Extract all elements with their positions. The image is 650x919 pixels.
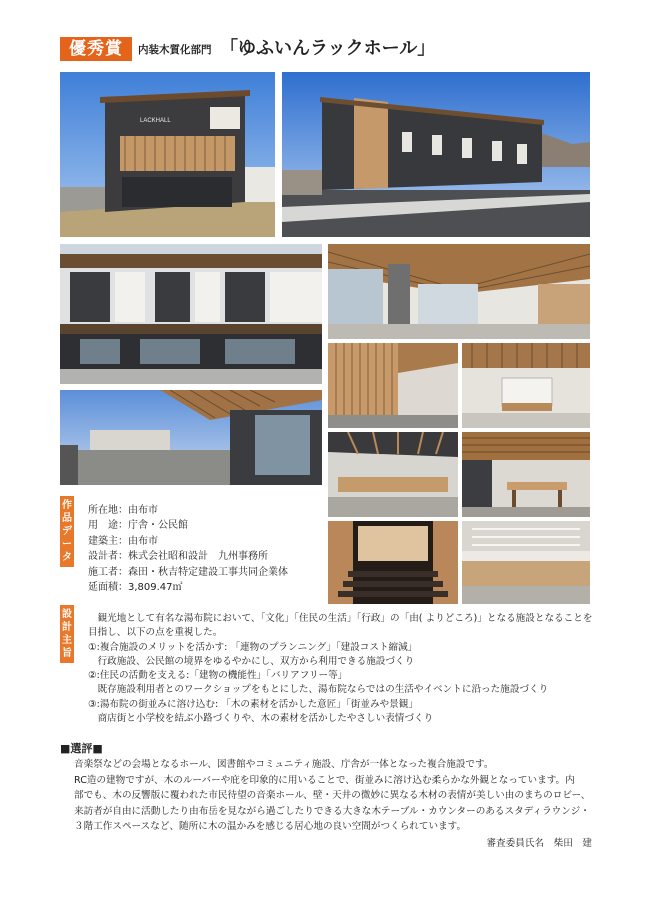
- purpose-line: 観光地として有名な湯布院において、「文化」「住民の生活」「行政」の「由( よりどころ)」となる施設となることを: [88, 613, 593, 624]
- photo-multipurpose-room: [462, 521, 590, 604]
- data-floor-area: 延面積：3,809.47㎡: [88, 582, 183, 594]
- photo-concert-hall: [328, 521, 458, 604]
- design-purpose-text: [88, 612, 598, 726]
- photo-gallery-room: [462, 343, 590, 428]
- award-category: 内装木質化部門: [138, 44, 212, 56]
- review-line: ３階工作スペースなど、随所に木の温かみを感じる居心地の良い空間がつくられています。: [74, 821, 467, 833]
- data-designer: 設計者：株式会社昭和設計 九州事務所: [88, 551, 268, 563]
- design-purpose-label: 設 計 主 旨: [60, 605, 74, 663]
- project-data-label: 作 品 デ ー タ: [60, 496, 74, 567]
- photo-wood-wall: [328, 343, 458, 428]
- review-line: 来訪者が自由に活動したり由布岳を見ながら過ごしたりできる大きな木テーブル・カウンターのあるスタディラウンジ・: [74, 805, 590, 817]
- review-line: 部でも、木の反響版に覆われた市民待望の音楽ホール、壁・天井の微妙に異なる木材の表情が美しい由のまちのロビー、: [74, 790, 591, 802]
- award-badge: 優秀賞: [60, 37, 132, 61]
- purpose-line: ①:複合施設のメリットを活かす: 「連物のプランニング」「建設コスト縮減」: [88, 641, 418, 653]
- data-use: 用 途：庁舎・公民館: [88, 520, 188, 532]
- purpose-line: 行政施設、公民館の境界をゆるやかにし、双方から利用できる施設づくり: [88, 655, 415, 667]
- project-title: 「ゆふいんラックホール」: [220, 38, 436, 59]
- purpose-line: ②:住民の活動を支える:「建物の機能性」「バリアフリー等」: [88, 670, 348, 682]
- reviewer-name: 審査委員氏名 柴田 建: [486, 838, 592, 849]
- data-location: 所在地：由布市: [88, 505, 158, 516]
- photo-facade: [60, 244, 322, 384]
- review-heading: ■選評■: [60, 742, 103, 755]
- photo-library: [328, 432, 458, 517]
- purpose-line: 既存施設利用者とのワークショップをもとにした、湯布院ならではの生活やイベントに沿った施設づくり: [88, 684, 549, 696]
- purpose-line: ③:湯布院の街並みに溶け込む: 「木の素材を活かした意匠」「街並みや景観」: [88, 698, 418, 710]
- review-line: 音楽祭などの会場となるホール、図書館やコミュニティ施設、庁舎が一体となった複合施設です。: [74, 759, 494, 770]
- photo-study-lounge: [462, 432, 590, 517]
- purpose-line: 商店街と小学校を結ぶ小路づくりや、木の素材を活かしたやさしい表情づくり: [88, 713, 434, 725]
- project-data: [88, 503, 288, 595]
- lackhall-sign: LACKHALL: [140, 118, 171, 124]
- photo-canopy-walkway: [60, 390, 322, 485]
- data-contractor: 施工者：森田・秋吉特定建設工事共同企業体: [88, 566, 288, 578]
- data-owner: 建築主：由布市: [88, 535, 158, 547]
- photo-exterior-wide: [282, 72, 590, 237]
- photo-exterior-corner: [60, 72, 275, 237]
- review-text: [74, 757, 604, 835]
- purpose-line: 目指し、以下の点を重視した。: [88, 627, 223, 639]
- review-line: RC造の建物ですが、木のルーバーや庇を印象的に用いることで、街並みに溶け込む柔らかな外観となっています。内: [74, 774, 575, 786]
- photo-lobby: [328, 244, 590, 339]
